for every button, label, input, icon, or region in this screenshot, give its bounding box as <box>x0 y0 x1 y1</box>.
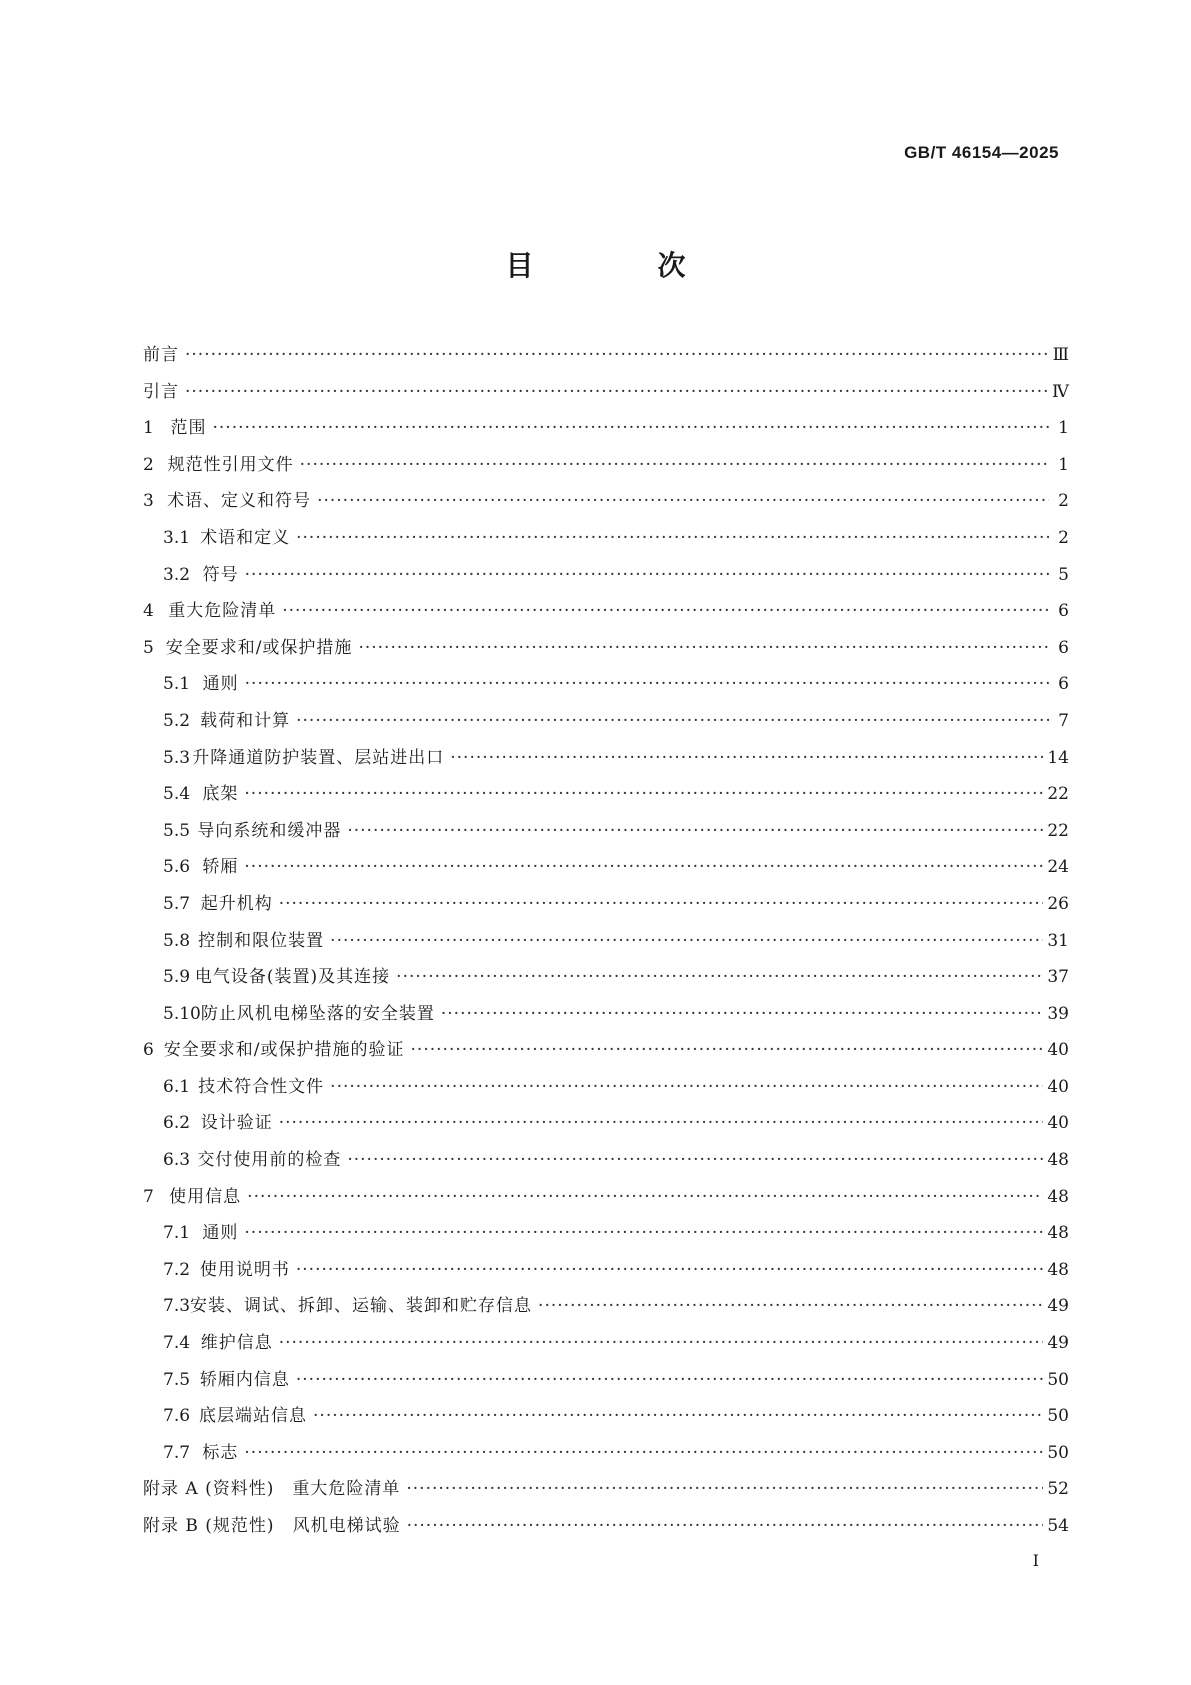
toc-leader-dots <box>296 1370 1044 1390</box>
toc-entry-page: 2 <box>1058 491 1069 512</box>
toc-entry-label: 电气设备(装置)及其连接 <box>194 967 391 988</box>
toc-entry[interactable] <box>143 523 1069 560</box>
document-code: GB/T 46154—2025 <box>904 143 1059 162</box>
toc-leader-dots <box>406 1479 1043 1499</box>
toc-entry[interactable] <box>143 450 1069 487</box>
toc-entry[interactable] <box>143 340 1069 377</box>
toc-entry[interactable] <box>143 1328 1069 1365</box>
toc-entry[interactable] <box>143 1035 1069 1072</box>
toc-entry-label: 规范性引用文件 <box>167 454 294 475</box>
toc-entry-label: 前言 <box>143 345 179 365</box>
toc-entry[interactable] <box>143 377 1069 414</box>
toc-entry[interactable] <box>143 1072 1069 1109</box>
toc-entry[interactable] <box>143 1108 1069 1145</box>
toc-leader-dots <box>296 711 1049 731</box>
toc-entry-page: 6 <box>1058 637 1069 658</box>
toc-leader-dots <box>245 674 1049 694</box>
toc-entry-label: 符号 <box>202 564 239 585</box>
toc-entry-number: 5.4 <box>163 784 191 805</box>
toc-leader-dots <box>185 345 1049 365</box>
toc-entry-number: 7.5 <box>163 1369 191 1390</box>
toc-entry-page: 26 <box>1047 893 1069 914</box>
toc-entry[interactable] <box>143 1145 1069 1182</box>
toc-entry-page: 2 <box>1058 527 1069 548</box>
toc-entry-page: 7 <box>1058 710 1069 731</box>
toc-leader-dots <box>279 1113 1044 1133</box>
toc-entry-number: 5.5 <box>163 820 191 841</box>
toc-leader-dots <box>245 565 1049 585</box>
toc-entry[interactable] <box>143 596 1069 633</box>
toc-entry-page: 22 <box>1047 784 1069 805</box>
toc-entry-number: 7.1 <box>163 1223 191 1244</box>
toc-leader-dots <box>279 1333 1044 1353</box>
toc-entry-number: 7.4 <box>163 1333 191 1354</box>
toc-entry-label: 升降通道防护装置、层站进出口 <box>192 747 445 768</box>
toc-entry-label: 防止风机电梯坠落的安全装置 <box>200 1003 435 1024</box>
toc-entry-label: 通则 <box>202 1223 239 1244</box>
toc-entry-page: 22 <box>1047 820 1069 841</box>
toc-leader-dots <box>296 1260 1044 1280</box>
toc-entry-page: 48 <box>1047 1259 1069 1280</box>
toc-entry-label: 安全要求和/或保护措施 <box>165 637 353 658</box>
toc-entry-label: 设计验证 <box>200 1113 273 1134</box>
toc-entry-page: 48 <box>1047 1223 1069 1244</box>
toc-entry-page: 5 <box>1058 564 1069 585</box>
toc-leader-dots <box>213 418 1050 438</box>
toc-entry-label: 控制和限位装置 <box>198 930 325 951</box>
toc-entry-label: 附录 A (资料性) 重大危险清单 <box>143 1479 401 1500</box>
toc-entry-page: 49 <box>1047 1333 1069 1354</box>
toc-entry-label: 底架 <box>202 784 239 805</box>
toc-entry[interactable] <box>143 1182 1069 1219</box>
toc-entry-number: 5.8 <box>163 930 191 951</box>
toc-entry-page: Ⅲ <box>1052 345 1069 365</box>
toc-leader-dots <box>244 1223 1043 1243</box>
toc-leader-dots <box>407 1516 1044 1536</box>
toc-entry-number: 5.9 <box>163 967 191 988</box>
toc-leader-dots <box>330 931 1043 951</box>
toc-entry-number: 5.7 <box>163 893 191 914</box>
toc-leader-dots <box>313 1406 1043 1426</box>
toc-entry-number: 3 <box>143 491 154 512</box>
toc-entry-number: 3.2 <box>163 564 191 585</box>
toc-entry[interactable] <box>143 962 1069 999</box>
toc-leader-dots <box>396 967 1043 987</box>
toc-entry-label: 交付使用前的检查 <box>197 1150 342 1171</box>
toc-entry-page: 52 <box>1047 1479 1069 1500</box>
toc-entry-label: 术语和定义 <box>200 527 291 548</box>
toc-leader-dots <box>330 1077 1043 1097</box>
toc-entry-page: 40 <box>1047 1040 1069 1061</box>
page-title: 目 次 <box>505 249 734 282</box>
toc-entry-number: 6.1 <box>163 1076 191 1097</box>
toc-leader-dots <box>244 857 1043 877</box>
toc-leader-dots <box>538 1296 1043 1316</box>
toc-entry[interactable] <box>143 1218 1069 1255</box>
toc-entry-label: 起升机构 <box>200 893 273 914</box>
toc-leader-dots <box>441 1004 1044 1024</box>
toc-entry-number: 7.2 <box>163 1259 191 1280</box>
toc-entry[interactable] <box>143 560 1069 597</box>
toc-entry-number: 5 <box>143 637 154 658</box>
toc-entry-label: 维护信息 <box>200 1333 273 1354</box>
toc-entry[interactable] <box>143 413 1069 450</box>
toc-leader-dots <box>347 821 1043 841</box>
toc-leader-dots <box>282 601 1049 621</box>
toc-leader-dots <box>247 1187 1043 1207</box>
page-number: I <box>1032 1551 1039 1570</box>
toc-entry-number: 1 <box>143 418 154 439</box>
toc-entry[interactable] <box>143 633 1069 670</box>
toc-entry-label: 安全要求和/或保护措施的验证 <box>163 1040 405 1061</box>
toc-entry[interactable] <box>143 816 1069 853</box>
toc-entry-number: 6 <box>143 1040 154 1061</box>
toc-entry[interactable] <box>143 1474 1069 1511</box>
toc-entry-number: 6.2 <box>163 1113 191 1134</box>
toc-entry-label: 载荷和计算 <box>200 710 291 731</box>
toc-entry-page: 6 <box>1058 601 1069 622</box>
toc-entry[interactable] <box>143 1255 1069 1292</box>
toc-entry-page: 1 <box>1058 454 1069 475</box>
toc-leader-dots <box>347 1150 1043 1170</box>
toc-entry[interactable] <box>143 999 1069 1036</box>
toc-entry-number: 7.3 <box>163 1296 191 1317</box>
toc-entry-page: 48 <box>1047 1150 1069 1171</box>
toc-entry-number: 5.6 <box>163 857 191 878</box>
toc-entry-page: 31 <box>1047 930 1069 951</box>
toc-entry-label: 标志 <box>202 1442 239 1463</box>
toc-entry-label: 轿厢 <box>202 857 239 878</box>
toc-entry-label: 底层端站信息 <box>199 1406 308 1427</box>
toc-leader-dots <box>244 1443 1043 1463</box>
toc-entry-page: 39 <box>1047 1003 1069 1024</box>
toc-leader-dots <box>317 491 1049 511</box>
toc-entry-number: 5.3 <box>163 747 191 768</box>
toc-entry[interactable] <box>143 486 1069 523</box>
toc-entry-page: 50 <box>1047 1442 1069 1463</box>
toc-leader-dots <box>185 382 1048 402</box>
toc-entry[interactable] <box>143 669 1069 706</box>
toc-entry-page: 1 <box>1058 418 1069 439</box>
toc-entry-label: 附录 B (规范性) 风机电梯试验 <box>143 1516 401 1536</box>
toc-entry-label: 技术符合性文件 <box>198 1076 325 1097</box>
toc-entry[interactable] <box>143 1511 1069 1548</box>
table-of-contents <box>143 340 1069 1548</box>
toc-entry[interactable] <box>143 926 1069 963</box>
toc-entry-label: 重大危险清单 <box>168 601 277 622</box>
toc-entry[interactable] <box>143 1365 1069 1402</box>
toc-entry-label: 安装、调试、拆卸、运输、装卸和贮存信息 <box>190 1296 533 1317</box>
toc-entry[interactable] <box>143 706 1069 743</box>
toc-entry-number: 2 <box>143 454 154 475</box>
toc-entry-page: 24 <box>1047 857 1069 878</box>
toc-entry-number: 7.7 <box>163 1442 191 1463</box>
toc-entry-label: 导向系统和缓冲器 <box>197 820 342 841</box>
toc-entry-number: 7 <box>143 1186 154 1207</box>
toc-entry-page: 40 <box>1047 1076 1069 1097</box>
toc-entry-page: 54 <box>1047 1516 1069 1536</box>
toc-leader-dots <box>300 455 1049 475</box>
toc-entry[interactable] <box>143 1291 1069 1328</box>
toc-entry-page: 50 <box>1047 1406 1069 1427</box>
toc-entry-page: 37 <box>1047 967 1069 988</box>
toc-leader-dots <box>358 638 1049 658</box>
toc-entry-page: 40 <box>1047 1113 1069 1134</box>
toc-entry-label: 术语、定义和符号 <box>167 491 312 512</box>
toc-entry-number: 5.1 <box>163 674 191 695</box>
toc-entry[interactable] <box>143 1438 1069 1475</box>
toc-entry[interactable] <box>143 889 1069 926</box>
toc-entry-page: 49 <box>1047 1296 1069 1317</box>
toc-entry-page: 50 <box>1047 1369 1069 1390</box>
toc-entry-label: 使用信息 <box>169 1186 242 1207</box>
toc-entry-label: 通则 <box>202 674 239 695</box>
toc-entry-page: 6 <box>1058 674 1069 695</box>
toc-entry[interactable] <box>143 779 1069 816</box>
toc-entry-page: 48 <box>1047 1186 1069 1207</box>
toc-entry-label: 轿厢内信息 <box>199 1369 290 1390</box>
toc-leader-dots <box>450 748 1043 768</box>
toc-leader-dots <box>279 894 1044 914</box>
toc-entry-number: 7.6 <box>163 1406 191 1427</box>
toc-entry[interactable] <box>143 743 1069 780</box>
toc-entry-number: 6.3 <box>163 1150 191 1171</box>
toc-entry-number: 5.10 <box>163 1003 201 1024</box>
toc-entry-label: 引言 <box>143 381 179 402</box>
toc-leader-dots <box>411 1040 1044 1060</box>
toc-entry-number: 4 <box>143 601 154 622</box>
toc-leader-dots <box>296 528 1049 548</box>
toc-entry[interactable] <box>143 852 1069 889</box>
toc-entry-page: Ⅳ <box>1052 381 1069 402</box>
toc-leader-dots <box>244 784 1043 804</box>
toc-entry-page: 14 <box>1047 747 1069 768</box>
toc-entry-label: 范围 <box>170 418 207 439</box>
toc-entry-number: 3.1 <box>163 527 191 548</box>
toc-entry-number: 5.2 <box>163 710 191 731</box>
toc-entry-label: 使用说明书 <box>199 1259 290 1280</box>
toc-entry[interactable] <box>143 1401 1069 1438</box>
